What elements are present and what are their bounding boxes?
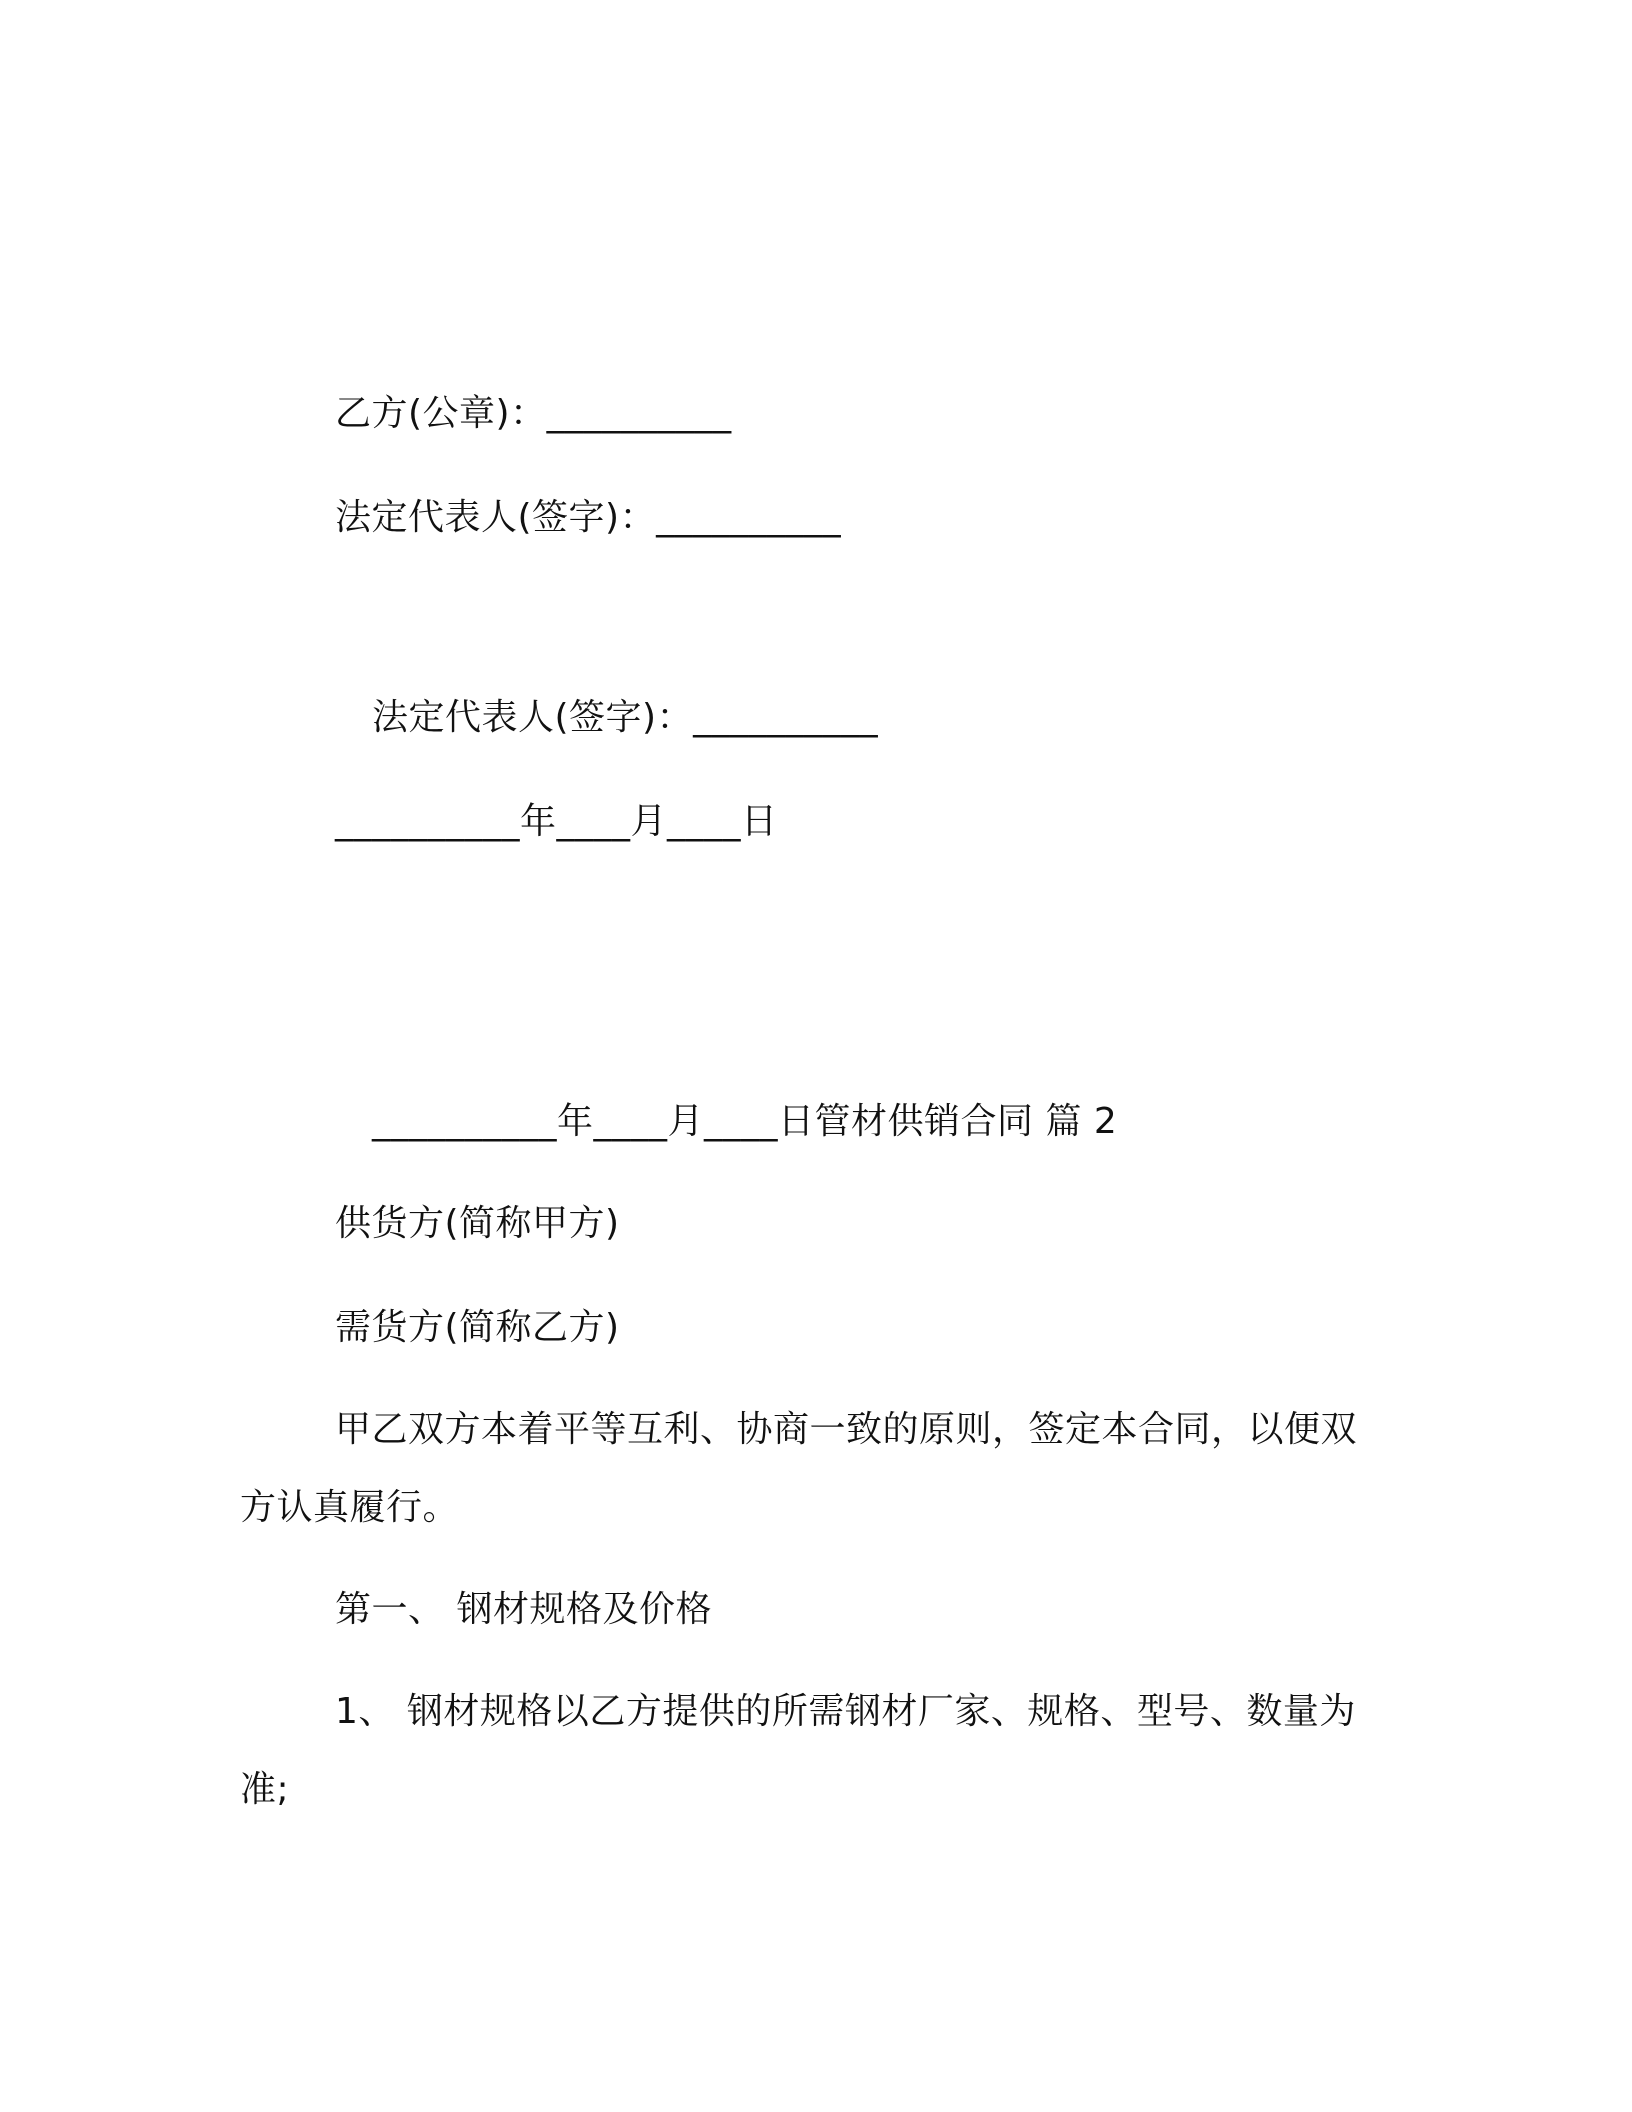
intro-paragraph-line-1: 甲乙双方本着平等互利、协商一致的原则，签定本合同，以便双 (335, 1409, 1358, 1450)
item-1-paragraph (240, 1688, 1370, 1814)
section-1-heading: 第一、 钢材规格及价格 (335, 1589, 712, 1630)
supplier-line: 供货方(简称甲方) (335, 1203, 620, 1244)
contract-heading: __________年____月____日管材供销合同 篇 2 (372, 1101, 1118, 1142)
legal-representative-line-1: 法定代表人(签字)：__________ (335, 497, 842, 538)
item-1-line-2: 准; (240, 1769, 290, 1810)
legal-representative-line-2: 法定代表人(签字)：__________ (372, 697, 879, 738)
item-1-line-1: 1、 钢材规格以乙方提供的所需钢材厂家、规格、型号、数量为 (335, 1691, 1356, 1732)
intro-paragraph-line-2: 方认真履行。 (240, 1487, 460, 1528)
date-line: __________年____月____日 (335, 801, 778, 842)
intro-paragraph (240, 1406, 1370, 1532)
buyer-line: 需货方(简称乙方) (335, 1307, 620, 1348)
party-b-seal-line: 乙方(公章)：__________ (335, 393, 732, 434)
